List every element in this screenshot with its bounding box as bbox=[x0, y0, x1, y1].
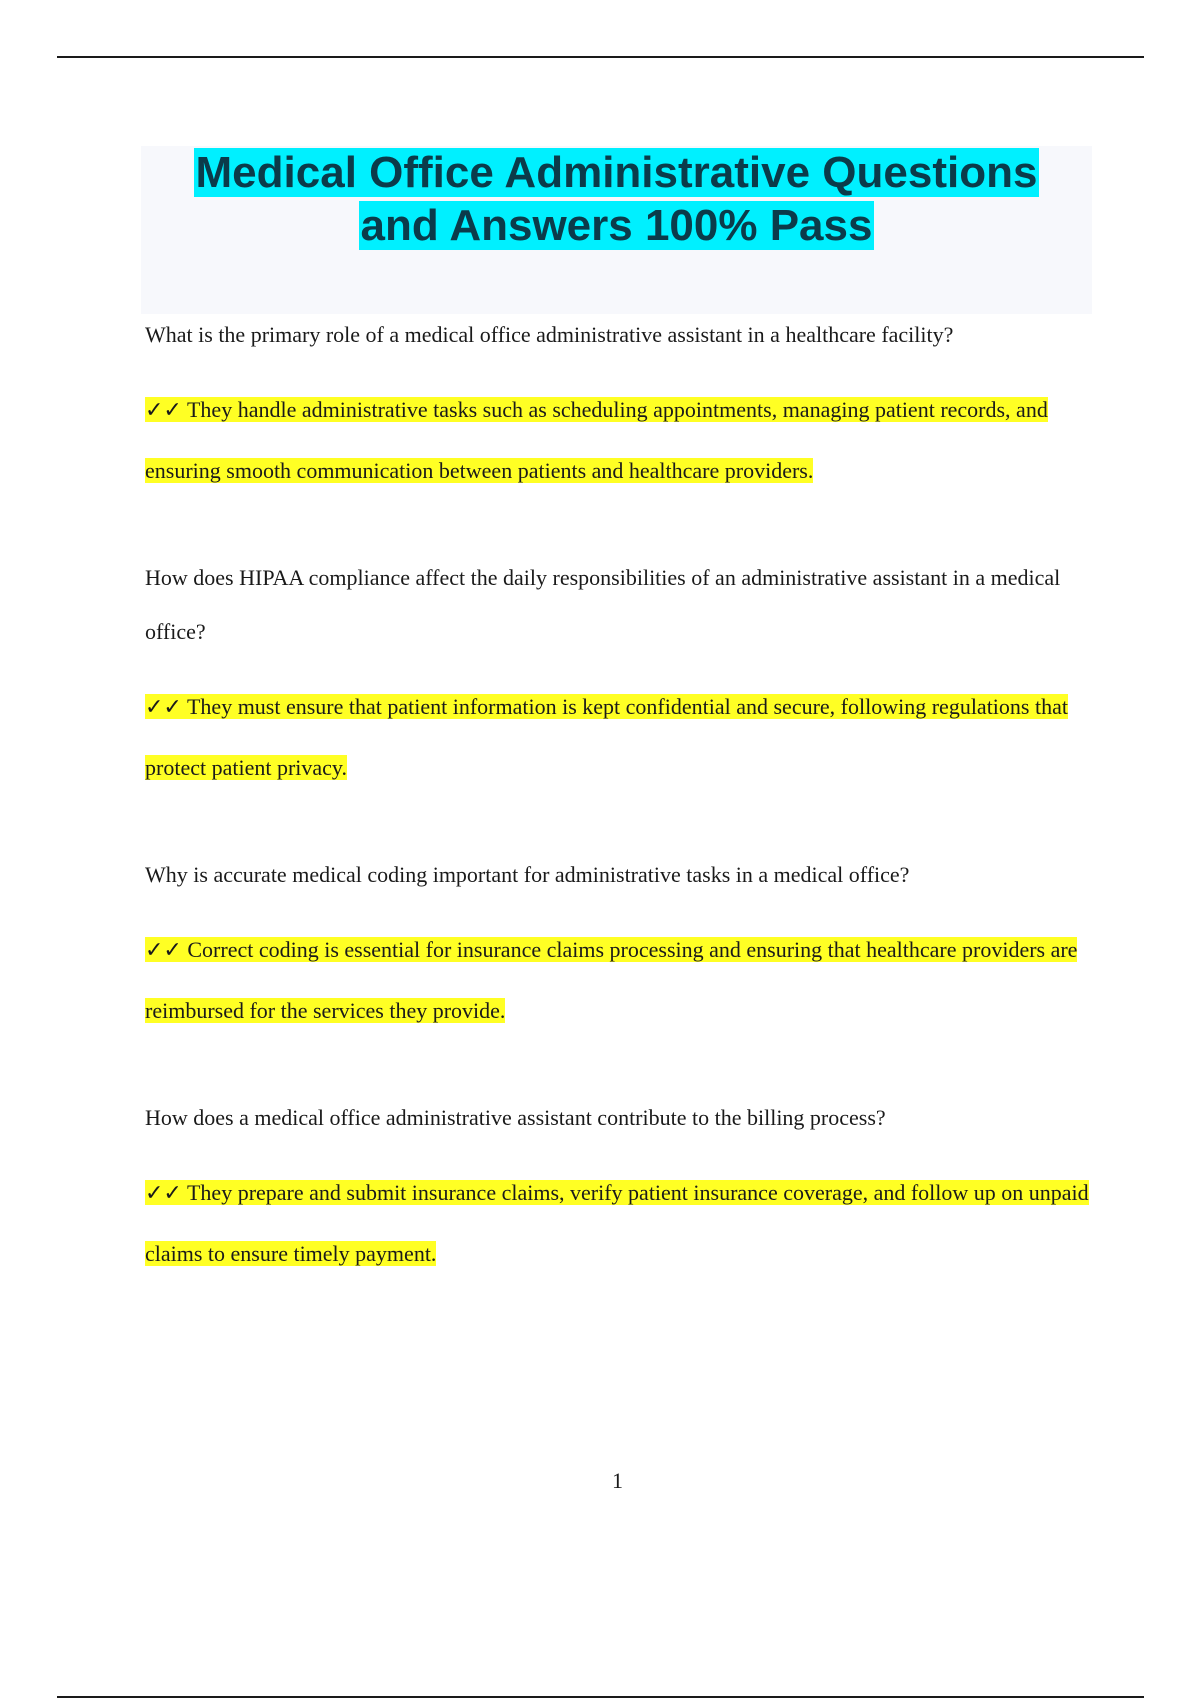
qa-item bbox=[145, 551, 1095, 798]
answer-body: They prepare and submit insurance claims, verify patient insurance coverage, and follow up on unpaid claims to ensure timely payment. bbox=[145, 1180, 1089, 1266]
document-title bbox=[141, 146, 1092, 252]
qa-list bbox=[145, 300, 1095, 1284]
answer-text bbox=[145, 920, 1095, 1041]
footer-rule bbox=[57, 1696, 1144, 1698]
title-line-1: Medical Office Administrative Questions bbox=[195, 148, 1038, 197]
qa-item bbox=[145, 1091, 1095, 1284]
qa-item bbox=[145, 308, 1095, 501]
title-line-2: and Answers 100% Pass bbox=[360, 201, 873, 250]
answer-text bbox=[145, 1163, 1095, 1284]
check-icon: ✓✓ bbox=[145, 938, 182, 963]
question-text: What is the primary role of a medical office administrative assistant in a healthcare facility? bbox=[145, 322, 954, 347]
answer-body: They handle administrative tasks such as scheduling appointments, managing patient records, and ensuring smooth communication between patients and healthcare providers. bbox=[145, 397, 1048, 483]
page-number: 1 bbox=[612, 1468, 623, 1493]
check-icon: ✓✓ bbox=[145, 398, 182, 423]
header-rule bbox=[57, 56, 1144, 58]
answer-body: Correct coding is essential for insurance claims processing and ensuring that healthcare providers are reimbursed for the services they provide. bbox=[145, 937, 1078, 1023]
check-icon: ✓✓ bbox=[145, 695, 182, 720]
qa-item bbox=[145, 848, 1095, 1041]
question-text: How does HIPAA compliance affect the daily responsibilities of an administrative assistant in a medical office? bbox=[145, 565, 1061, 644]
answer-body: They must ensure that patient information is kept confidential and secure, following regulations that protect patient privacy. bbox=[145, 694, 1068, 780]
answer-text bbox=[145, 677, 1095, 798]
check-icon: ✓✓ bbox=[145, 1181, 182, 1206]
answer-text bbox=[145, 380, 1095, 501]
question-text: How does a medical office administrative assistant contribute to the billing process? bbox=[145, 1105, 886, 1130]
question-text: Why is accurate medical coding important for administrative tasks in a medical office? bbox=[145, 862, 910, 887]
